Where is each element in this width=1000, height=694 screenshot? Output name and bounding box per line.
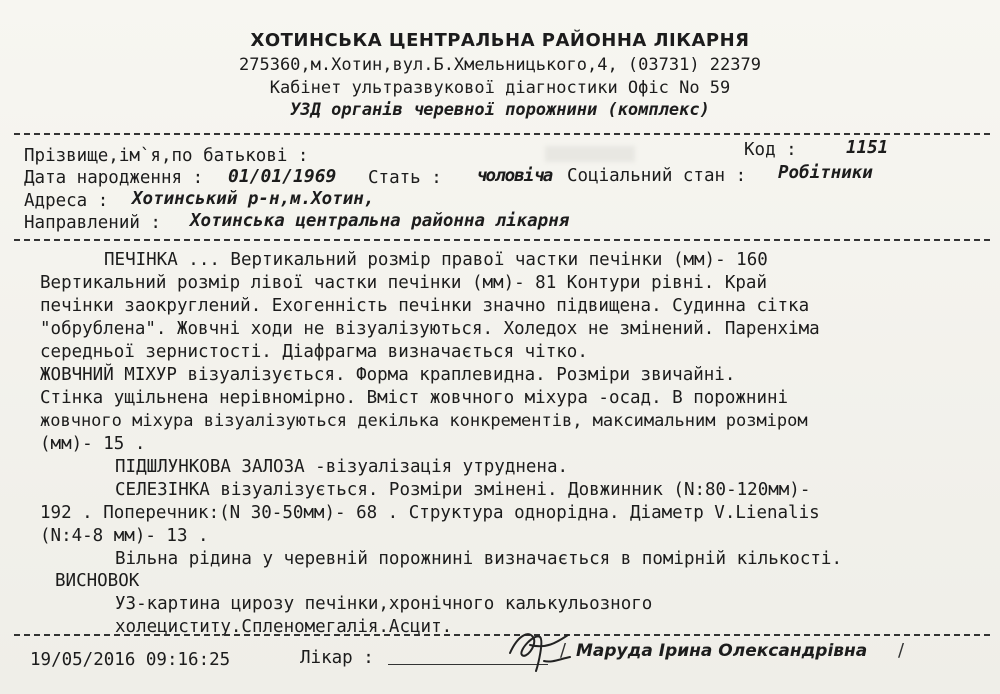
body-line-11: СЕЛЕЗІНКА візуалізується. Розміри змінені. Довжинник (N:80-120мм)- (115, 480, 811, 500)
body-line-12: 192 . Поперечник:(N 30-50мм)- 68 . Структура однорідна. Діаметр V.Lienalis (40, 503, 820, 523)
dob-label: Дата народження : (24, 168, 204, 188)
body-line-6: ЖОВЧНИЙ МІХУР візуалізується. Форма краплевидна. Розміри звичайні. (40, 365, 736, 385)
conclusion-label: ВИСНОВОК (55, 571, 140, 591)
body-line-8: жовчного міхура візуалізуються декілька конкрементів, максимальним розміром (40, 411, 808, 431)
conclusion-line-1: УЗ-картина цирозу печінки,хронічного калькульозного (115, 594, 653, 614)
slash-left: / (560, 640, 567, 661)
code-label: Код : (744, 140, 797, 160)
body-line-4: "обрублена". Жовчні ходи не візуалізуються. Холедох не змінений. Паренхіма (40, 319, 820, 339)
dob-value: 01/01/1969 (228, 166, 337, 187)
social-value: Робітники (778, 163, 873, 183)
body-line-1: ПЕЧІНКА ... Вертикальний розмір правої частки печінки (мм)- 160 (104, 250, 768, 270)
middle-divider (14, 239, 990, 241)
body-line-14: Вільна рідина у черевній порожнині визначається в помірній кількості. (115, 549, 842, 569)
hospital-title: ХОТИНСЬКА ЦЕНТРАЛЬНА РАЙОННА ЛІКАРНЯ (250, 30, 750, 51)
hospital-address: 275360,м.Хотин,вул.Б.Хмельницького,4, (03731) 22379 (239, 55, 761, 75)
address-label: Адреса : (24, 191, 109, 211)
sex-value: чоловіча (476, 166, 553, 186)
report-datetime: 19/05/2016 09:16:25 (30, 650, 231, 670)
body-line-5: середньої зернистості. Діафрагма визначається чітко. (40, 342, 588, 362)
conclusion-line-2: холециститу.Спленомегалія.Асцит. (115, 617, 453, 637)
doctor-label: Лікар : (300, 648, 374, 668)
code-value: 1151 (846, 138, 889, 158)
exam-title: УЗД органів черевної порожнини (комплекс) (290, 100, 710, 120)
cabinet-line: Кабінет ультразвукової діагностики Офіс No 59 (269, 78, 731, 98)
body-line-9: (мм)- 15 . (40, 434, 146, 454)
body-line-3: печінки заокруглений. Ехогенність печінки значно підвищена. Судинна сітка (40, 296, 810, 316)
social-label: Соціальний стан : (567, 166, 747, 186)
sex-label: Стать : (368, 168, 442, 188)
top-divider (14, 133, 990, 135)
body-line-2: Вертикальний розмір лівої частки печінки (мм)- 81 Контури рівні. Край (40, 273, 767, 293)
body-line-10: ПІДШЛУНКОВА ЗАЛОЗА -візуалізація утруднена. (115, 457, 569, 477)
signature-icon (500, 615, 580, 675)
body-line-7: Стінка ущільнена нерівномірно. Вміст жовчного міхура -осад. В порожнині (40, 388, 789, 408)
referral-value: Хотинська центральна районна лікарня (190, 211, 570, 231)
slash-right: / (898, 640, 905, 661)
referral-label: Направлений : (24, 213, 161, 233)
name-label: Прізвище,ім`я,по батькові : (24, 146, 309, 166)
body-line-13: (N:4-8 мм)- 13 . (40, 526, 209, 546)
redacted-name (545, 146, 635, 162)
address-value: Хотинський р-н,м.Хотин, (132, 189, 375, 209)
doctor-name: Маруда Ірина Олександрівна (576, 641, 868, 661)
